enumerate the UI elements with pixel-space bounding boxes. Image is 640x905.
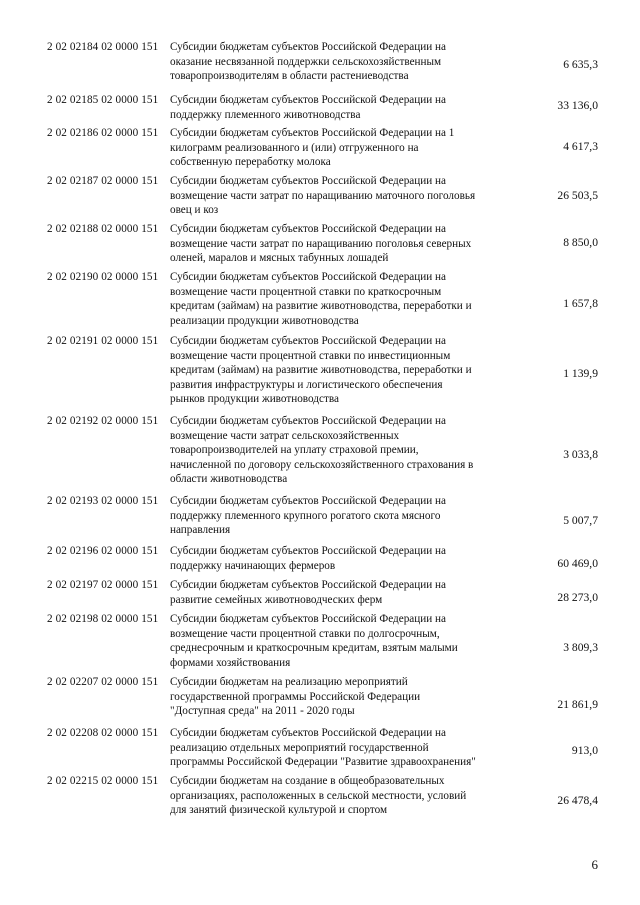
- description-line: развитие семейных животноводческих ферм: [170, 593, 383, 606]
- description-line: Субсидии бюджетам субъектов Российской Федерации на: [170, 41, 446, 53]
- description-line: "Доступная среда" на 2011 - 2020 годы: [170, 705, 355, 718]
- budget-code: 2 02 02187 02 0000 151: [47, 175, 159, 187]
- budget-code: 2 02 02186 02 0000 151: [47, 127, 159, 139]
- amount-value: 60 469,0: [557, 557, 598, 570]
- budget-code: 2 02 02188 02 0000 151: [47, 223, 159, 235]
- description-line: Субсидии бюджетам субъектов Российской Федерации на: [170, 335, 446, 347]
- description-line: возмещение части процентной ставки по долгосрочным,: [170, 627, 440, 640]
- description-line: программы Российской Федерации "Развитие здравоохранения": [170, 756, 476, 769]
- subsidy-description: [170, 126, 508, 170]
- subsidy-description: [170, 494, 508, 538]
- amount-value: 1 657,8: [563, 297, 598, 310]
- description-line: организациях, расположенных в сельской местности, условий: [170, 789, 467, 802]
- description-line: Субсидии бюджетам субъектов Российской Федерации на: [170, 495, 446, 507]
- description-line: поддержку племенного крупного рогатого скота мясного: [170, 509, 441, 522]
- description-line: поддержку начинающих фермеров: [170, 559, 336, 572]
- amount-value: 3 033,8: [563, 448, 598, 461]
- budget-code: 2 02 02191 02 0000 151: [47, 335, 159, 347]
- subsidy-description: [170, 675, 508, 719]
- description-line: реализации продукции животноводства: [170, 314, 359, 327]
- amount-value: 26 478,4: [557, 794, 598, 807]
- amount-value: 913,0: [571, 744, 598, 757]
- description-line: кредитам (займам) на развитие животноводства, переработки и: [170, 300, 472, 313]
- description-line: Субсидии бюджетам на реализацию мероприятий: [170, 676, 408, 688]
- budget-code: 2 02 02193 02 0000 151: [47, 495, 159, 507]
- amount-value: 26 503,5: [557, 189, 598, 202]
- budget-code: 2 02 02190 02 0000 151: [47, 271, 159, 283]
- subsidy-description: [170, 774, 508, 818]
- budget-code: 2 02 02208 02 0000 151: [47, 727, 159, 739]
- description-line: оленей, маралов и мясных табунных лошадей: [170, 252, 389, 265]
- budget-code: 2 02 02215 02 0000 151: [47, 775, 159, 787]
- description-line: Субсидии бюджетам субъектов Российской Федерации на: [170, 271, 446, 283]
- description-line: возмещение части процентной ставки по инвестиционным: [170, 349, 451, 362]
- subsidy-description: [170, 334, 508, 407]
- description-line: Субсидии бюджетам на создание в общеобразовательных: [170, 775, 445, 787]
- amount-value: 8 850,0: [563, 236, 598, 249]
- description-line: поддержку племенного животноводства: [170, 108, 361, 121]
- subsidy-description: [170, 174, 508, 218]
- subsidy-description: [170, 93, 508, 122]
- description-line: возмещение части затрат по наращиванию маточного поголовья: [170, 189, 476, 202]
- description-line: собственную переработку молока: [170, 156, 331, 169]
- description-line: Субсидии бюджетам субъектов Российской Федерации на: [170, 223, 446, 235]
- description-line: овец и коз: [170, 204, 219, 217]
- amount-value: 6 635,3: [563, 58, 598, 71]
- subsidy-description: [170, 578, 508, 607]
- description-line: Субсидии бюджетам субъектов Российской Федерации на: [170, 94, 446, 106]
- description-line: Субсидии бюджетам субъектов Российской Федерации на: [170, 175, 446, 187]
- amount-value: 1 139,9: [563, 367, 598, 380]
- description-line: реализацию отдельных мероприятий государственной: [170, 741, 429, 754]
- budget-code: 2 02 02207 02 0000 151: [47, 676, 159, 688]
- budget-code: 2 02 02185 02 0000 151: [47, 94, 159, 106]
- description-line: рынков продукции животноводства: [170, 393, 339, 406]
- subsidy-description: [170, 612, 508, 670]
- subsidy-description: [170, 40, 508, 84]
- description-line: области животноводства: [170, 473, 288, 486]
- subsidy-description: [170, 544, 508, 573]
- description-line: государственной программы Российской Федерации: [170, 690, 421, 703]
- description-line: Субсидии бюджетам субъектов Российской Федерации на: [170, 613, 446, 625]
- description-line: возмещение части процентной ставки по краткосрочным: [170, 285, 442, 298]
- description-line: Субсидии бюджетам субъектов Российской Федерации на: [170, 579, 446, 591]
- description-line: возмещение части затрат по наращиванию поголовья северных: [170, 237, 472, 250]
- budget-code: 2 02 02184 02 0000 151: [47, 41, 159, 53]
- subsidy-description: [170, 270, 508, 328]
- description-line: Субсидии бюджетам субъектов Российской Федерации на: [170, 545, 446, 557]
- budget-code: 2 02 02192 02 0000 151: [47, 415, 159, 427]
- description-line: возмещение части затрат сельскохозяйственных: [170, 429, 400, 442]
- description-line: Субсидии бюджетам субъектов Российской Федерации на: [170, 415, 446, 427]
- subsidy-description: [170, 726, 508, 770]
- amount-value: 21 861,9: [557, 698, 598, 711]
- budget-code: 2 02 02196 02 0000 151: [47, 545, 159, 557]
- description-line: формами хозяйствования: [170, 656, 291, 669]
- description-line: среднесрочным и краткосрочным кредитам, взятым малыми: [170, 642, 458, 655]
- description-line: для занятий физической культурой и спортом: [170, 804, 388, 817]
- amount-value: 3 809,3: [563, 641, 598, 654]
- page-number: 6: [591, 857, 598, 872]
- amount-value: 33 136,0: [557, 99, 598, 112]
- description-line: товаропроизводителей на уплату страховой премии,: [170, 444, 419, 457]
- description-line: направления: [170, 524, 231, 537]
- description-line: оказание несвязанной поддержки сельскохозяйственным: [170, 55, 442, 68]
- subsidy-description: [170, 414, 508, 487]
- amount-value: 5 007,7: [563, 514, 598, 527]
- description-line: Субсидии бюджетам субъектов Российской Федерации на 1: [170, 127, 455, 139]
- budget-code: 2 02 02198 02 0000 151: [47, 613, 159, 625]
- description-line: товаропроизводителям в области растениеводства: [170, 70, 409, 83]
- budget-code: 2 02 02197 02 0000 151: [47, 579, 159, 591]
- description-line: кредитам (займам) на развитие животноводства, переработки и: [170, 364, 472, 377]
- description-line: развития инфраструктуры и логистического обеспечения: [170, 378, 443, 391]
- description-line: Субсидии бюджетам субъектов Российской Федерации на: [170, 727, 446, 739]
- amount-value: 4 617,3: [563, 140, 598, 153]
- subsidy-description: [170, 222, 508, 266]
- amount-value: 28 273,0: [557, 591, 598, 604]
- description-line: килограмм реализованного и (или) отгруженного на: [170, 141, 419, 154]
- description-line: начисленной по договору сельскохозяйственного страхования в: [170, 458, 474, 471]
